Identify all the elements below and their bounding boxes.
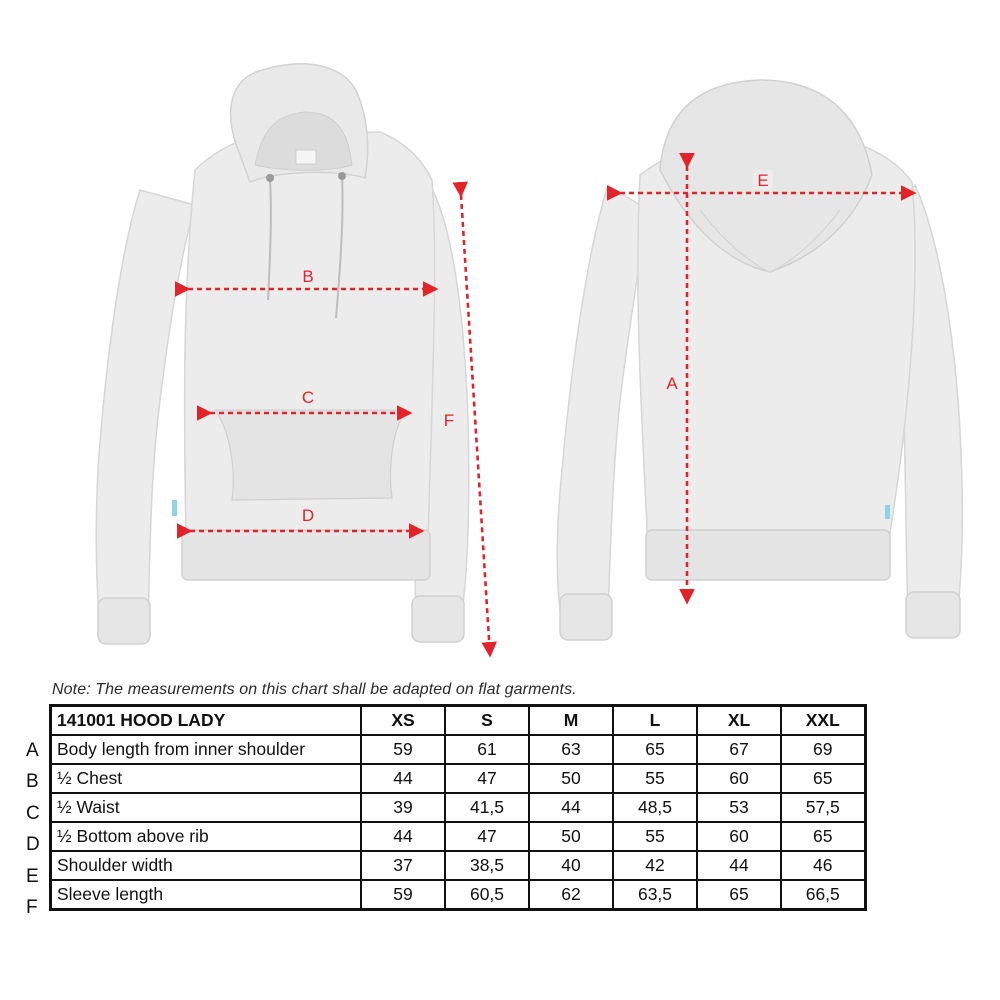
table-cell: 66,5 xyxy=(781,880,865,910)
size-chart-table xyxy=(49,704,867,911)
row-letter-e: E xyxy=(26,865,39,887)
table-cell: 53 xyxy=(697,793,781,822)
table-cell: 38,5 xyxy=(445,851,529,880)
label-d: D xyxy=(301,506,315,525)
table-cell: 50 xyxy=(529,764,613,793)
table-header-row xyxy=(51,706,866,736)
table-row xyxy=(51,851,866,880)
label-e: E xyxy=(757,171,769,190)
measurement-note: Note: The measurements on this chart shall be adapted on flat garments. xyxy=(52,681,577,698)
table-cell: 55 xyxy=(613,822,697,851)
table-cell: 65 xyxy=(697,880,781,910)
table-cell: 59 xyxy=(361,880,445,910)
table-cell: 55 xyxy=(613,764,697,793)
row-letter-f: F xyxy=(26,896,38,918)
table-cell: 44 xyxy=(529,793,613,822)
row-label: Sleeve length xyxy=(51,880,362,910)
table-cell: 48,5 xyxy=(613,793,697,822)
hoodie-back-illustration xyxy=(557,80,962,640)
table-cell: 63,5 xyxy=(613,880,697,910)
row-label: Shoulder width xyxy=(51,851,362,880)
table-cell: 42 xyxy=(613,851,697,880)
size-header: XXL xyxy=(781,706,865,736)
table-cell: 47 xyxy=(445,822,529,851)
size-header: M xyxy=(529,706,613,736)
size-header: L xyxy=(613,706,697,736)
hoodie-front-illustration xyxy=(96,64,469,644)
table-cell: 69 xyxy=(781,735,865,764)
table-cell: 41,5 xyxy=(445,793,529,822)
table-cell: 67 xyxy=(697,735,781,764)
row-letter-b: B xyxy=(26,771,39,793)
table-cell: 57,5 xyxy=(781,793,865,822)
table-cell: 47 xyxy=(445,764,529,793)
table-title: 141001 HOOD LADY xyxy=(51,706,362,736)
row-letter-c: C xyxy=(26,802,40,824)
row-label: Body length from inner shoulder xyxy=(51,735,362,764)
table-cell: 44 xyxy=(361,822,445,851)
row-letter-d: D xyxy=(26,834,40,856)
size-header: S xyxy=(445,706,529,736)
row-label: ½ Chest xyxy=(51,764,362,793)
table-cell: 59 xyxy=(361,735,445,764)
table-cell: 44 xyxy=(697,851,781,880)
row-label: ½ Bottom above rib xyxy=(51,822,362,851)
table-row xyxy=(51,793,866,822)
table-cell: 46 xyxy=(781,851,865,880)
table-row xyxy=(51,880,866,910)
table-cell: 65 xyxy=(781,764,865,793)
table-cell: 61 xyxy=(445,735,529,764)
size-header: XS xyxy=(361,706,445,736)
table-row xyxy=(51,764,866,793)
table-cell: 50 xyxy=(529,822,613,851)
label-c: C xyxy=(301,388,315,407)
table-row xyxy=(51,822,866,851)
table-cell: 65 xyxy=(613,735,697,764)
table-cell: 60,5 xyxy=(445,880,529,910)
label-f: F xyxy=(443,411,455,430)
label-b: B xyxy=(302,267,314,286)
table-cell: 62 xyxy=(529,880,613,910)
table-cell: 60 xyxy=(697,764,781,793)
row-letter-column xyxy=(26,704,48,923)
table-cell: 63 xyxy=(529,735,613,764)
table-cell: 39 xyxy=(361,793,445,822)
table-row xyxy=(51,735,866,764)
size-header: XL xyxy=(697,706,781,736)
table-cell: 65 xyxy=(781,822,865,851)
table-cell: 44 xyxy=(361,764,445,793)
row-letter-a: A xyxy=(26,740,39,761)
table-cell: 40 xyxy=(529,851,613,880)
label-a: A xyxy=(666,374,678,393)
row-label: ½ Waist xyxy=(51,793,362,822)
table-cell: 37 xyxy=(361,851,445,880)
table-cell: 60 xyxy=(697,822,781,851)
